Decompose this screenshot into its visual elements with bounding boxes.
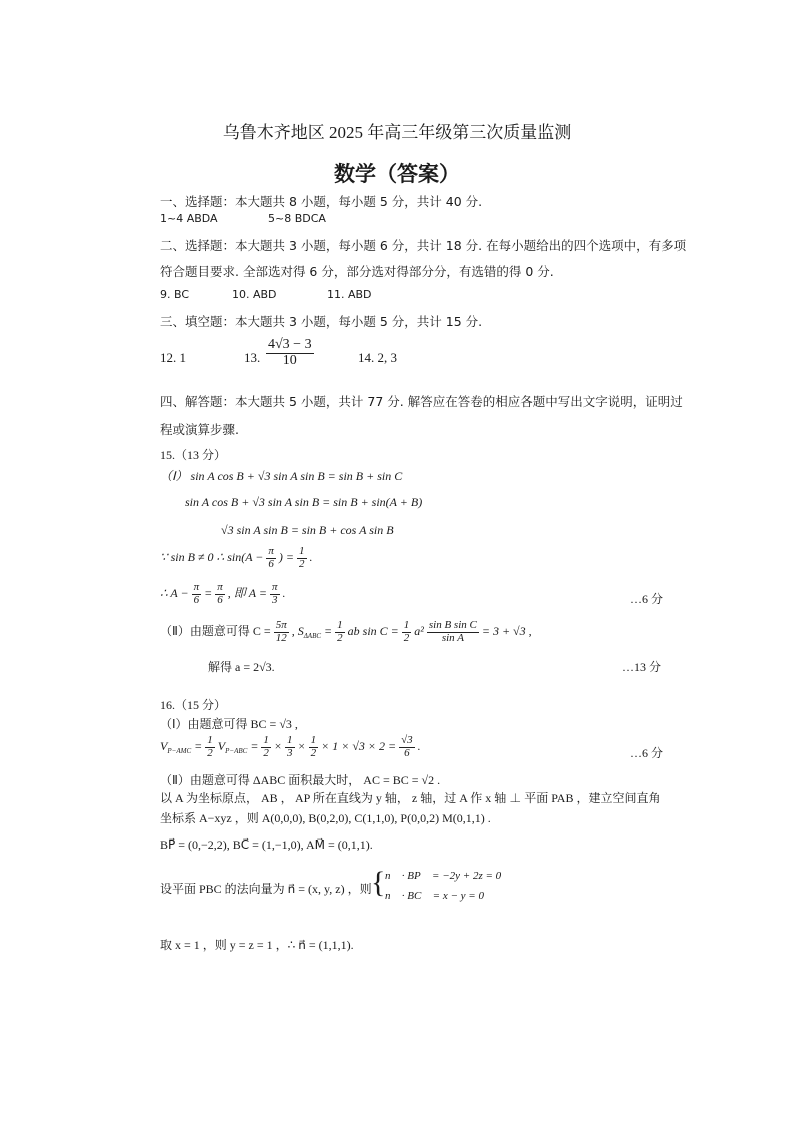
q16-line7-text: 设平面 PBC 的法向量为 n⃗ = (x, y, z) ，则 xyxy=(160,882,372,896)
q15-line2: sin A cos B + √3 sin A sin B = sin B + sin(A + B) xyxy=(185,495,423,509)
part2-heading-line2: 符合题目要求. 全部选对得 6 分，部分选对得部分分，有选错的得 0 分. xyxy=(160,264,554,279)
brace-symbol: { xyxy=(371,866,386,899)
answer-13-label: 13. xyxy=(244,350,261,365)
q16-line6: BP⃗ = (0,−2,2), BC⃗ = (1,−1,0), AM⃗ = (0,1,1). xyxy=(160,838,373,852)
q15-line4-pi: π xyxy=(268,545,274,557)
q16-score-6: …6 分 xyxy=(630,746,664,760)
q15-line6-absinc: ab sin C = xyxy=(347,623,399,638)
q15-line4-six: 6 xyxy=(268,557,274,570)
q15-line5-pi3: π xyxy=(272,581,278,593)
q16-eq2: n⃗ · BC⃗ = x − y = 0 xyxy=(385,890,484,902)
q15-line4: ∵ sin B ≠ 0 ∴ sin(A − $\frac{\pi}{6}$ ) = $\frac{1}{2}$ . xyxy=(160,545,313,570)
q15-line6-frac-den: sin A xyxy=(441,631,464,644)
answer-11: 11. ABD xyxy=(327,288,372,301)
q16-line2-sub1: P−AMC xyxy=(167,747,192,756)
q16-line3: （Ⅱ）由题意可得 ΔABC 面积最大时， AC = BC = √2 . xyxy=(160,773,441,787)
q16-line2-dot: . xyxy=(417,738,421,753)
q16-line2 xyxy=(160,735,421,759)
q15-line5-six2: 6 xyxy=(217,593,223,606)
q15-line5-six: 6 xyxy=(193,593,200,606)
q16-line2-x2: × xyxy=(297,738,306,753)
q16-line2-f3n: 1 xyxy=(287,734,293,746)
q15-line4-mid: ) = xyxy=(278,549,295,564)
answer-13-denominator: 10 xyxy=(282,352,297,368)
q15-line6-12: 12 xyxy=(275,631,287,644)
answer-14: 14. 2, 3 xyxy=(358,350,397,365)
part1-answers-5-8: 5~8 BDCA xyxy=(268,212,326,225)
q15-line6-result: = 3 + √3 , xyxy=(481,623,532,638)
q15-line7: 解得 a = 2√3. xyxy=(208,660,275,674)
q15-line5-then: , 即 A = xyxy=(227,585,267,600)
q16-line2-rd: 6 xyxy=(404,746,410,759)
q15-score-13: …13 分 xyxy=(622,660,662,674)
answer-9: 9. BC xyxy=(160,288,190,301)
answer-13-fraction xyxy=(266,338,314,368)
q15-title: 15.（13 分） xyxy=(160,448,227,462)
q15-line6-prefix: （Ⅱ）由题意可得 C = xyxy=(160,623,271,638)
q15-line6-one: 1 xyxy=(337,619,343,631)
q16-line2-f1n: 1 xyxy=(207,734,213,746)
q15-score-6: …6 分 xyxy=(630,592,664,606)
q16-line2-f2d: 2 xyxy=(263,746,269,759)
q16-line2-eq2: = xyxy=(250,738,259,753)
q16-line4: 以 A 为坐标原点， AB ， AP 所在直线为 y 轴， z 轴，过 A 作 x 轴 ⊥ 平面 PAB ，建立空间直角 xyxy=(160,791,661,805)
q15-line6-two-b: 2 xyxy=(403,631,410,644)
q16-line2-rn: √3 xyxy=(401,734,413,746)
q15-line4-one: 1 xyxy=(299,545,305,557)
q15-line5-pi: π xyxy=(193,581,200,593)
part1-heading: 一、选择题：本大题共 8 小题，每小题 5 分，共计 40 分. xyxy=(160,194,483,209)
q16-line8: 取 x = 1 ，则 y = z = 1 ，∴ n⃗ = (1,1,1). xyxy=(160,938,354,952)
q16-line2-v2: V xyxy=(217,738,226,753)
exam-subtitle: 数学（答案） xyxy=(334,162,460,186)
answer-10: 10. ABD xyxy=(232,288,277,301)
q15-line6-s: , S xyxy=(291,623,304,638)
q15-line4-two: 2 xyxy=(299,557,305,570)
part4-heading-line2: 程或演算步骤. xyxy=(160,422,239,437)
part3-heading: 三、填空题：本大题共 3 小题，每小题 5 分，共计 15 分. xyxy=(160,314,483,329)
q15-line5-prefix: ∴ A − xyxy=(160,585,189,600)
q16-line2-f4d: 2 xyxy=(310,746,317,759)
q16-line2-f4n: 1 xyxy=(310,734,317,746)
q15-line5-eq: = xyxy=(204,585,213,600)
q16-line5: 坐标系 A−xyz ，则 A(0,0,0), B(0,2,0), C(1,1,0), P(0,0,2) M(0,1,1) . xyxy=(160,811,491,825)
q15-line6-subscript: ΔABC xyxy=(303,632,322,641)
q15-line3: √3 sin A sin B = sin B + cos A sin B xyxy=(221,523,394,537)
q15-line6-frac-num: sin B sin C xyxy=(428,619,477,631)
q15-line4-prefix: ∵ sin B ≠ 0 ∴ sin(A − xyxy=(160,549,264,564)
q16-line2-v: V xyxy=(160,738,168,753)
q16-title: 16.（15 分） xyxy=(160,698,227,712)
q15-line6-one-b: 1 xyxy=(403,619,410,631)
q15-line1: （Ⅰ） sin A cos B + √3 sin A sin B = sin B + sin C xyxy=(160,469,403,483)
q15-line6-two: 2 xyxy=(337,631,343,644)
answer-13-numerator: 4√3 − 3 xyxy=(268,337,312,352)
q16-line1: （Ⅰ）由题意可得 BC = √3 , xyxy=(160,717,298,731)
q16-line2-sub2: P−ABC xyxy=(225,747,248,756)
q16-line2-f2n: 1 xyxy=(263,734,269,746)
q16-line2-eq1: = xyxy=(194,738,203,753)
q16-line2-f1d: 2 xyxy=(207,746,213,759)
q16-line2-product: × 1 × √3 × 2 = xyxy=(321,738,397,753)
answer-12: 12. 1 xyxy=(160,350,186,365)
part2-heading-line1: 二、选择题：本大题共 3 小题，每小题 6 分，共计 18 分. 在每小题给出的四个选项中，有多项 xyxy=(160,238,687,253)
q16-eq1: n⃗ · BP⃗ = −2y + 2z = 0 xyxy=(385,870,502,882)
q16-line7 xyxy=(160,880,372,898)
q15-line6-a2: a² xyxy=(414,623,424,638)
q15-line6-eq: = xyxy=(324,623,333,638)
part4-heading-line1: 四、解答题：本大题共 5 小题，共计 77 分. 解答应在答卷的相应各题中写出文字说明，证明过 xyxy=(160,394,683,409)
exam-title: 乌鲁木齐地区 2025 年高三年级第三次质量监测 xyxy=(222,123,572,142)
q16-line2-x1: × xyxy=(273,738,283,753)
q15-line5: ∴ A − $\frac{\pi}{6}$ = $\frac{\pi}{6}$ , 即 A = $\frac{\pi}{3}$ . xyxy=(160,581,286,606)
q16-line2-f3d: 3 xyxy=(287,746,293,759)
q15-line6-5pi: 5π xyxy=(275,619,287,631)
q15-line6 xyxy=(160,620,532,644)
part1-answers-1-4: 1~4 ABDA xyxy=(160,212,218,225)
q15-line5-pi2: π xyxy=(217,581,223,593)
q15-line5-three: 3 xyxy=(272,593,278,606)
